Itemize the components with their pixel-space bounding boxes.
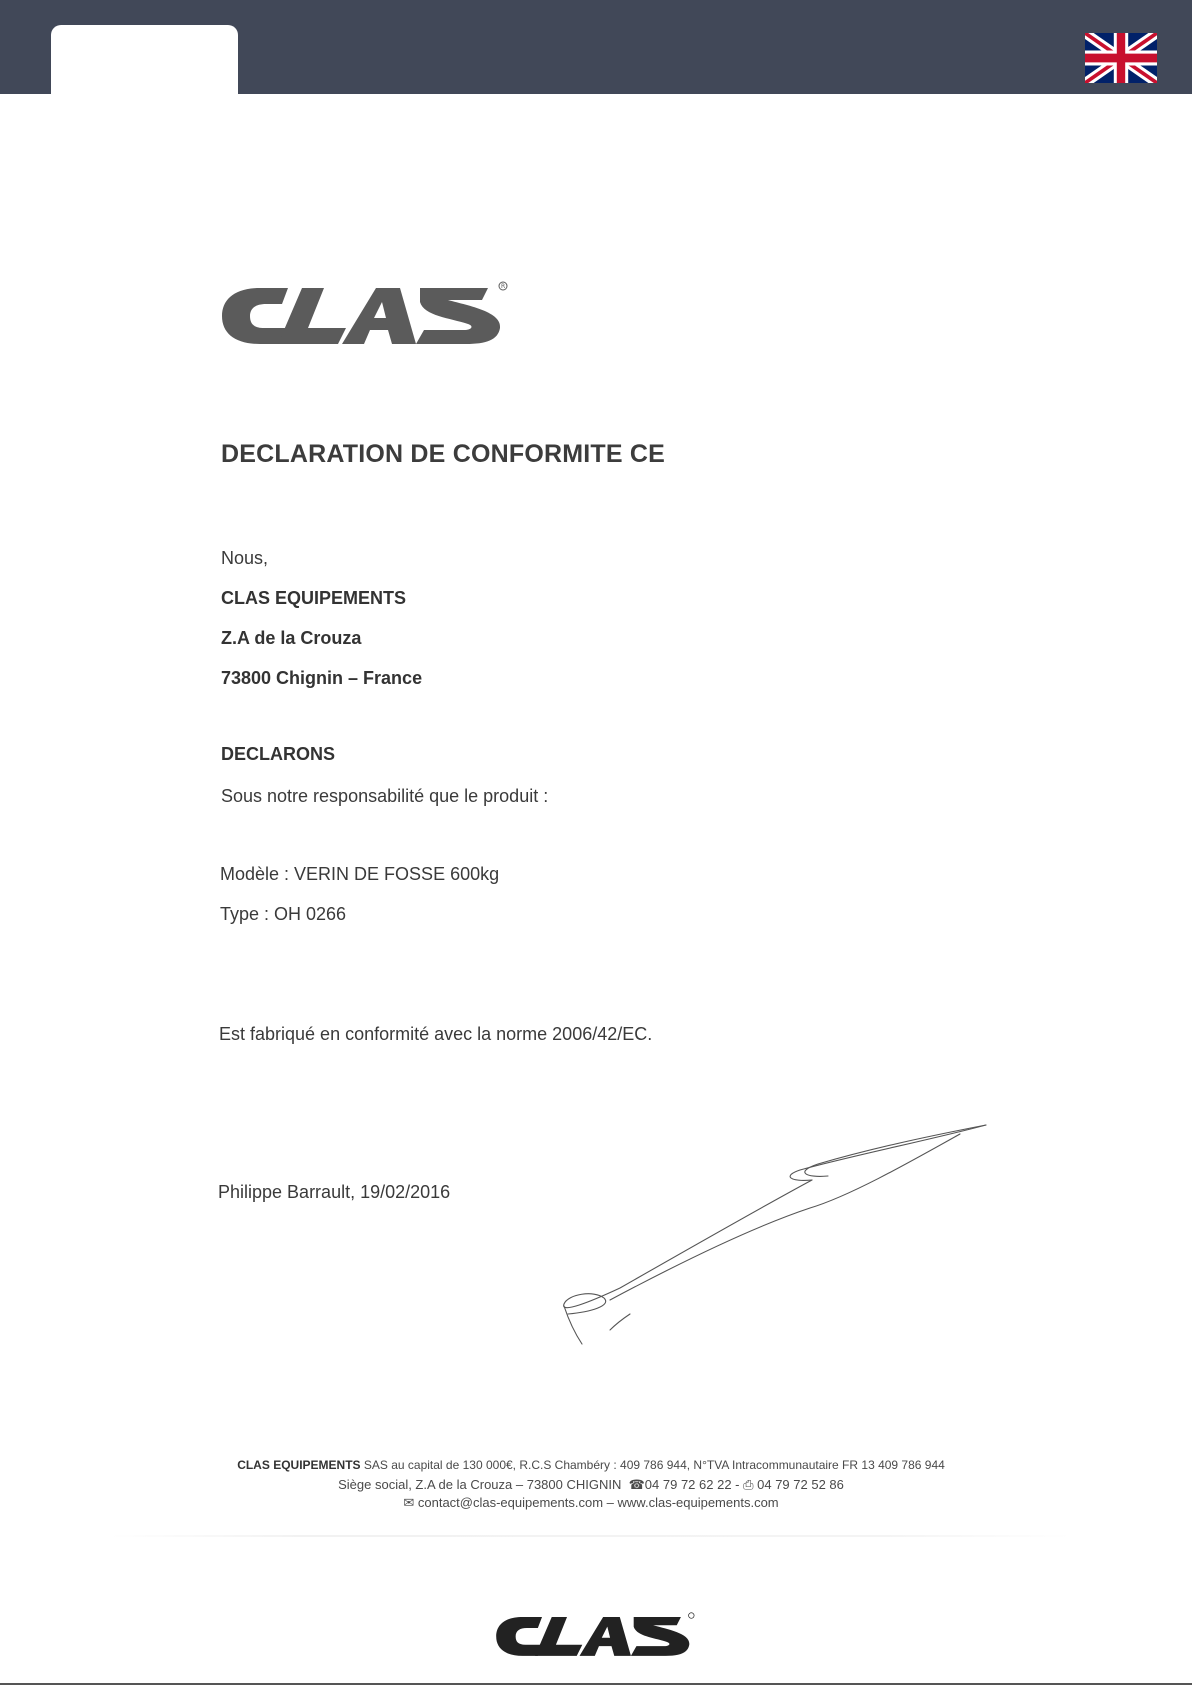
greeting-text: Nous, xyxy=(221,548,269,568)
footer-website[interactable]: www.clas-equipements.com xyxy=(617,1495,779,1510)
conformity-statement: Est fabriqué en conformité avec la norme 2006/42/EC. xyxy=(219,1024,653,1044)
uk-flag-icon[interactable] xyxy=(1085,33,1157,83)
fax-icon: ⎙ xyxy=(743,1477,758,1492)
footer-separator: - xyxy=(731,1477,744,1492)
signatory-name-date: Philippe Barrault, 19/02/2016 xyxy=(218,1182,451,1202)
footer-contact-separator: – xyxy=(603,1495,618,1510)
footer-email[interactable]: contact@clas-equipements.com xyxy=(417,1495,604,1510)
product-type: Type : OH 0266 xyxy=(220,904,347,924)
clas-logo-bottom xyxy=(494,1610,697,1660)
company-address-line2: 73800 Chignin – France xyxy=(221,668,423,688)
footer-address-line xyxy=(110,1477,1072,1493)
footer-address: Siège social, Z.A de la Crouza – 73800 CHIGNIN xyxy=(338,1477,622,1492)
document-title: DECLARATION DE CONFORMITE CE xyxy=(221,440,666,468)
footer-company-name: CLAS EQUIPEMENTS xyxy=(237,1458,361,1472)
footer-legal-details: SAS au capital de 130 000€, R.C.S Chambéry : 409 786 944, N°TVA Intracommunautaire FR 13 409 786 944 xyxy=(360,1458,945,1472)
header-tab[interactable] xyxy=(51,25,238,94)
company-name: CLAS EQUIPEMENTS xyxy=(221,588,407,608)
envelope-icon: ✉ xyxy=(403,1495,418,1510)
handwritten-signature xyxy=(550,1118,990,1363)
footer-legal-line xyxy=(110,1458,1072,1472)
footer-fax: 04 79 72 52 86 xyxy=(757,1477,844,1492)
declare-heading: DECLARONS xyxy=(221,744,336,764)
footer-phone: 04 79 72 62 22 xyxy=(644,1477,732,1492)
product-model: Modèle : VERIN DE FOSSE 600kg xyxy=(220,864,500,884)
document-bottom-edge xyxy=(110,1535,1072,1537)
svg-text:R: R xyxy=(501,283,506,290)
phone-icon: ☎ xyxy=(621,1477,645,1492)
clas-logo xyxy=(220,278,510,350)
company-address-line1: Z.A de la Crouza xyxy=(221,628,362,648)
declare-text: Sous notre responsabilité que le produit : xyxy=(221,786,549,806)
footer-contact-line xyxy=(110,1495,1072,1511)
header-bar xyxy=(0,0,1192,94)
